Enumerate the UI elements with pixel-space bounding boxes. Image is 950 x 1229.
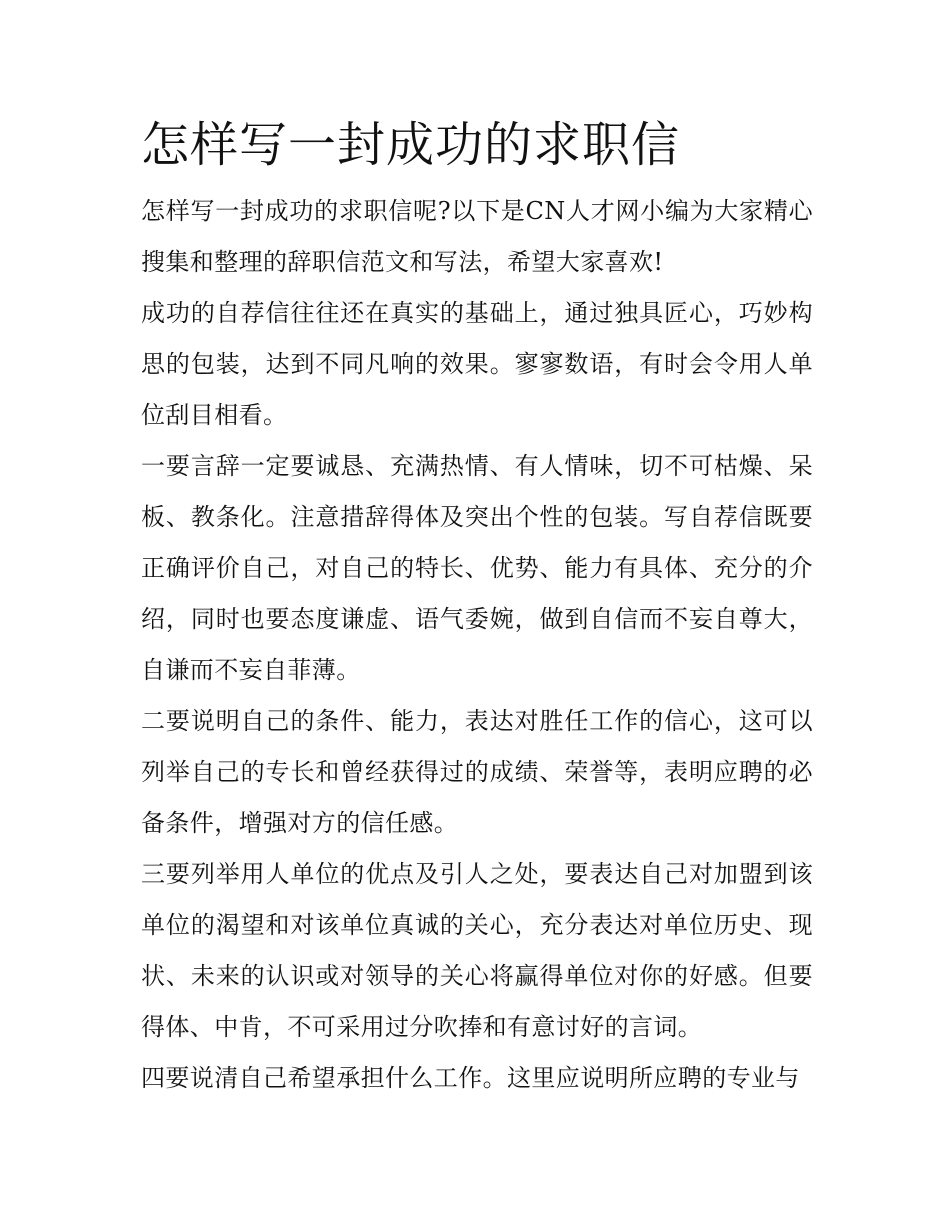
paragraph-point-four: 四要说清自己希望承担什么工作。这里应说明所应聘的专业与 xyxy=(141,1064,800,1092)
paragraph-point-three: 三要列举用人单位的优点及引人之处，要表达自己对加盟到该单位的渴望和对该单位真诚的关心，充分表达对单位历史、现状、未来的认识或对领导的关心将赢得单位对你的好感。但要得体、中肯，不可采用过分吹捧和有意讨好的言词。 xyxy=(141,860,813,1041)
paragraph-point-one: 一要言辞一定要诚恳、充满热情、有人情味，切不可枯燥、呆板、教条化。注意措辞得体及突出个性的包装。写自荐信既要正确评价自己，对自己的特长、优势、能力有具体、充分的介绍，同时也要态度谦虚、语气委婉，做到自信而不妄自尊大，自谦而不妄自菲薄。 xyxy=(141,452,813,684)
document-page xyxy=(141,112,813,1104)
paragraph-self-recommendation: 成功的自荐信往往还在真实的基础上，通过独具匠心，巧妙构思的包装，达到不同凡响的效果。寥寥数语，有时会令用人单位刮目相看。 xyxy=(141,299,813,429)
paragraph-intro: 怎样写一封成功的求职信呢?以下是CN人才网小编为大家精心搜集和整理的辞职信范文和写法，希望大家喜欢! xyxy=(141,197,813,276)
paragraph-point-two: 二要说明自己的条件、能力，表达对胜任工作的信心，这可以列举自己的专长和曾经获得过的成绩、荣誉等，表明应聘的必备条件，增强对方的信任感。 xyxy=(141,707,813,837)
document-title: 怎样写一封成功的求职信 xyxy=(141,117,681,173)
